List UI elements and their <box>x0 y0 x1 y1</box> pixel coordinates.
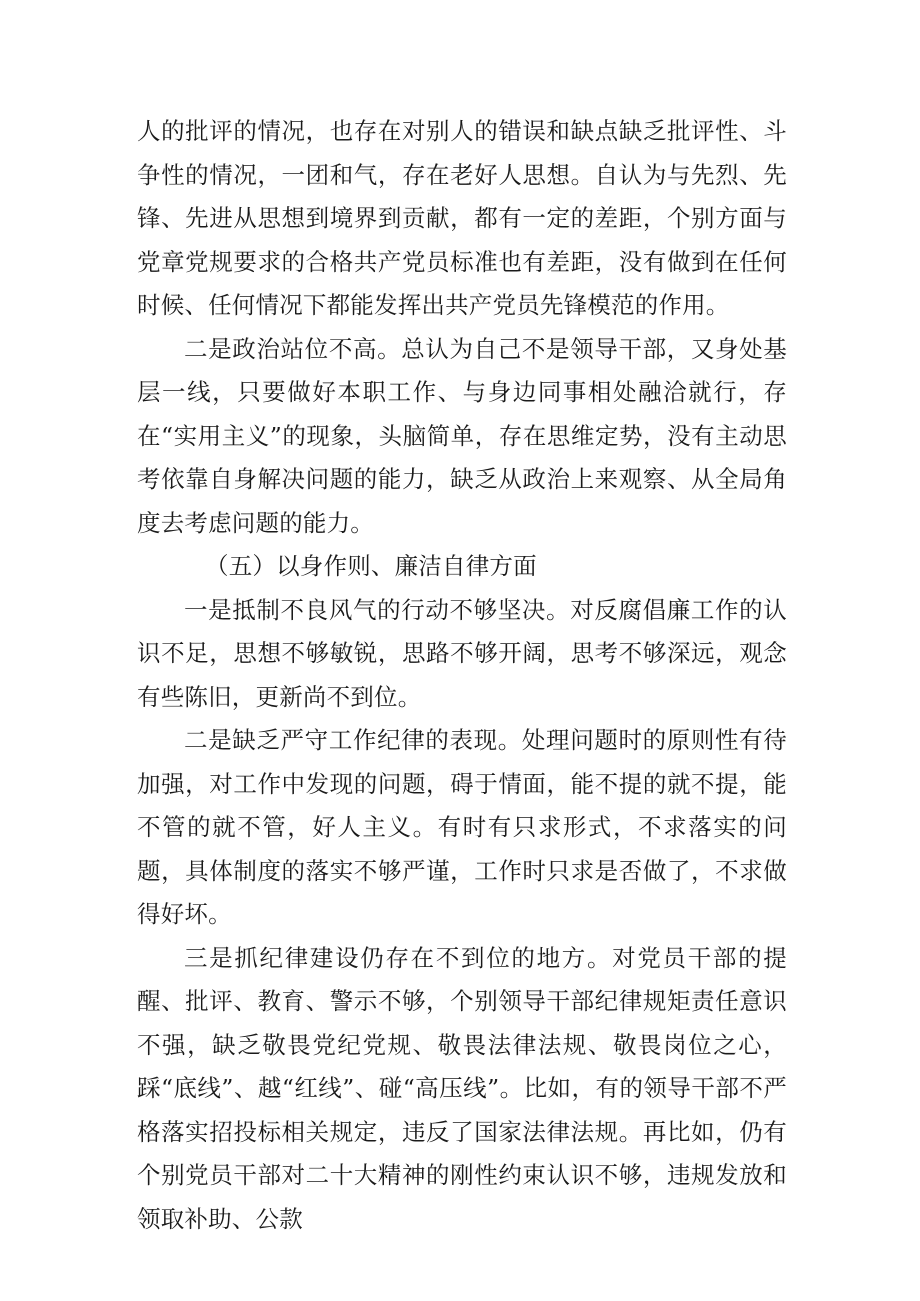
document-body <box>137 110 787 1241</box>
paragraph-work-discipline: 二是缺乏严守工作纪律的表现。处理问题时的原则性有待加强，对工作中发现的问题，碍于情面，能不提的就不提，能不管的就不管，好人主义。有时有只求形式，不求落实的问题，具体制度的落实不够严谨，工作时只求是否做了，不求做得好坏。 <box>137 726 787 928</box>
paragraph-political-stance: 二是政治站位不高。总认为自己不是领导干部，又身处基层一线，只要做好本职工作、与身边同事相处融洽就行，存在“实用主义”的现象，头脑简单，存在思维定势，没有主动思考依靠自身解决问题的能力，缺乏从政治上来观察、从全局角度去考虑问题的能力。 <box>137 334 787 537</box>
paragraph-resist-bad-practices: 一是抵制不良风气的行动不够坚决。对反腐倡廉工作的认识不足，思想不够敏锐，思路不够开阔，思考不够深远，观念有些陈旧，更新尚不到位。 <box>137 595 787 711</box>
paragraph-continued: 人的批评的情况，也存在对别人的错误和缺点缺乏批评性、斗争性的情况，一团和气，存在老好人思想。自认为与先烈、先锋、先进从思想到境界到贡献，都有一定的差距，个别方面与党章党规要求的合格共产党员标准也有差距，没有做到在任何时候、任何情况下都能发挥出共产党员先锋模范的作用。 <box>137 117 787 319</box>
paragraph-discipline-building: 三是抓纪律建设仍存在不到位的地方。对党员干部的提醒、批评、教育、警示不够，个别领导干部纪律规矩责任意识不强，缺乏敬畏党纪党规、敬畏法律法规、敬畏岗位之心，踩“底线”、越“红线”、碰“高压线”。比如，有的领导干部不严格落实招投标相关规定，违反了国家法律法规。再比如，仍有个别党员干部对二十大精神的刚性约束认识不够，违规发放和领取补助、公款 <box>137 943 787 1233</box>
section-heading-5: （五）以身作则、廉洁自律方面 <box>205 552 537 580</box>
